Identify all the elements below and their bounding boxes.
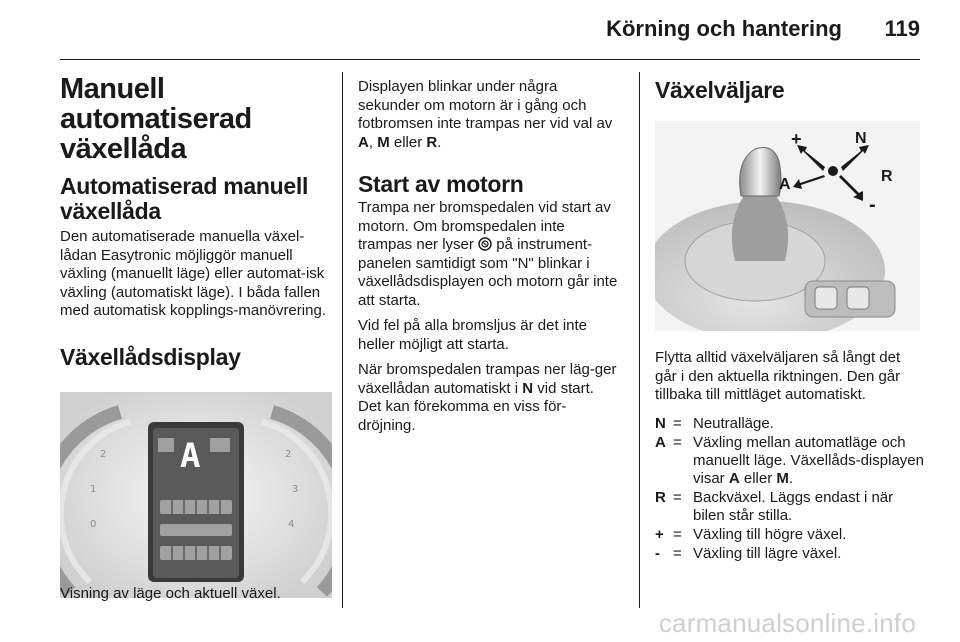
start-paragraph-3: När bromspedalen trampas ner läg-ger växellådan automatiskt i N vid start. Det kan förekomma en viss för-dröjning. [358,361,617,434]
svg-text:3: 3 [292,483,299,495]
legend-row-n: N = Neutralläge. [655,414,774,432]
column-1 [60,60,332,606]
brake-warning-icon [478,237,492,251]
svg-text:R: R [881,168,893,185]
legend-row-a: A = Växling mellan automatläge och manuellt läge. Växellåds-displayen visar A eller M. [655,433,924,487]
page-number: 119 [884,16,920,41]
column-2 [358,60,620,606]
running-title: Körning och hantering [606,16,842,41]
display-heading: Växellådsdisplay [60,343,241,370]
legend-row-plus: + = Växling till högre växel. [655,525,847,543]
selector-paragraph: Flytta alltid växelväljaren så långt det går i den aktuella riktningen. Den går tillbaka till mittläget automatiskt. [655,349,901,403]
section-title: Manuell automatiserad växellåda [60,73,252,165]
intro-paragraph: Den automatiserade manuella växel-lådan Easytronic möjliggör manuell växling (manuellt läge) eller automat-isk växling (automatiskt läge). I båda fallen med automatisk kopplings-manövrering. [60,228,326,319]
svg-text:+: + [791,129,802,149]
column-3 [655,60,925,606]
selector-heading: Växelväljare [655,77,785,103]
svg-text:4: 4 [288,518,295,530]
selector-legend [655,415,925,563]
svg-text:0: 0 [90,518,97,530]
display-blink-paragraph: Displayen blinkar under några sekunder om motorn är i gång och fotbromsen inte trampas ner vid val av A, M eller R. [358,78,613,151]
start-paragraph-1: Trampa ner bromspedalen vid start av motorn. Om bromspedalen inte trampas ner lyser på instrument-panelen samtidigt som "N" blinkar i växellådsdisplayen och motorn går inte att starta. [358,199,618,309]
legend-row-minus: - = Växling till lägre växel. [655,544,842,562]
gear-selector-illustration [655,121,920,331]
svg-text:N: N [855,130,867,147]
svg-text:1: 1 [90,483,97,495]
svg-text:A: A [779,176,791,193]
svg-text:-: - [869,194,876,216]
gear-letter: A [180,435,201,476]
column-divider-2 [639,72,640,608]
start-heading: Start av motorn [358,171,524,197]
subsection-title: Automatiserad manuell växellåda [60,173,309,224]
start-paragraph-2: Vid fel på alla bromsljus är det inte heller möjligt att starta. [358,317,588,353]
svg-text:2: 2 [285,448,292,460]
legend-row-r: R = Backväxel. Läggs endast i när bilen står stilla. [655,488,894,524]
svg-text:2: 2 [100,448,107,460]
column-divider-1 [342,72,343,608]
figure-caption: Visning av läge och aktuell växel. [60,585,281,602]
watermark: carmanualsonline.info [658,608,916,638]
display-illustration [60,392,332,598]
page-header [0,0,960,60]
